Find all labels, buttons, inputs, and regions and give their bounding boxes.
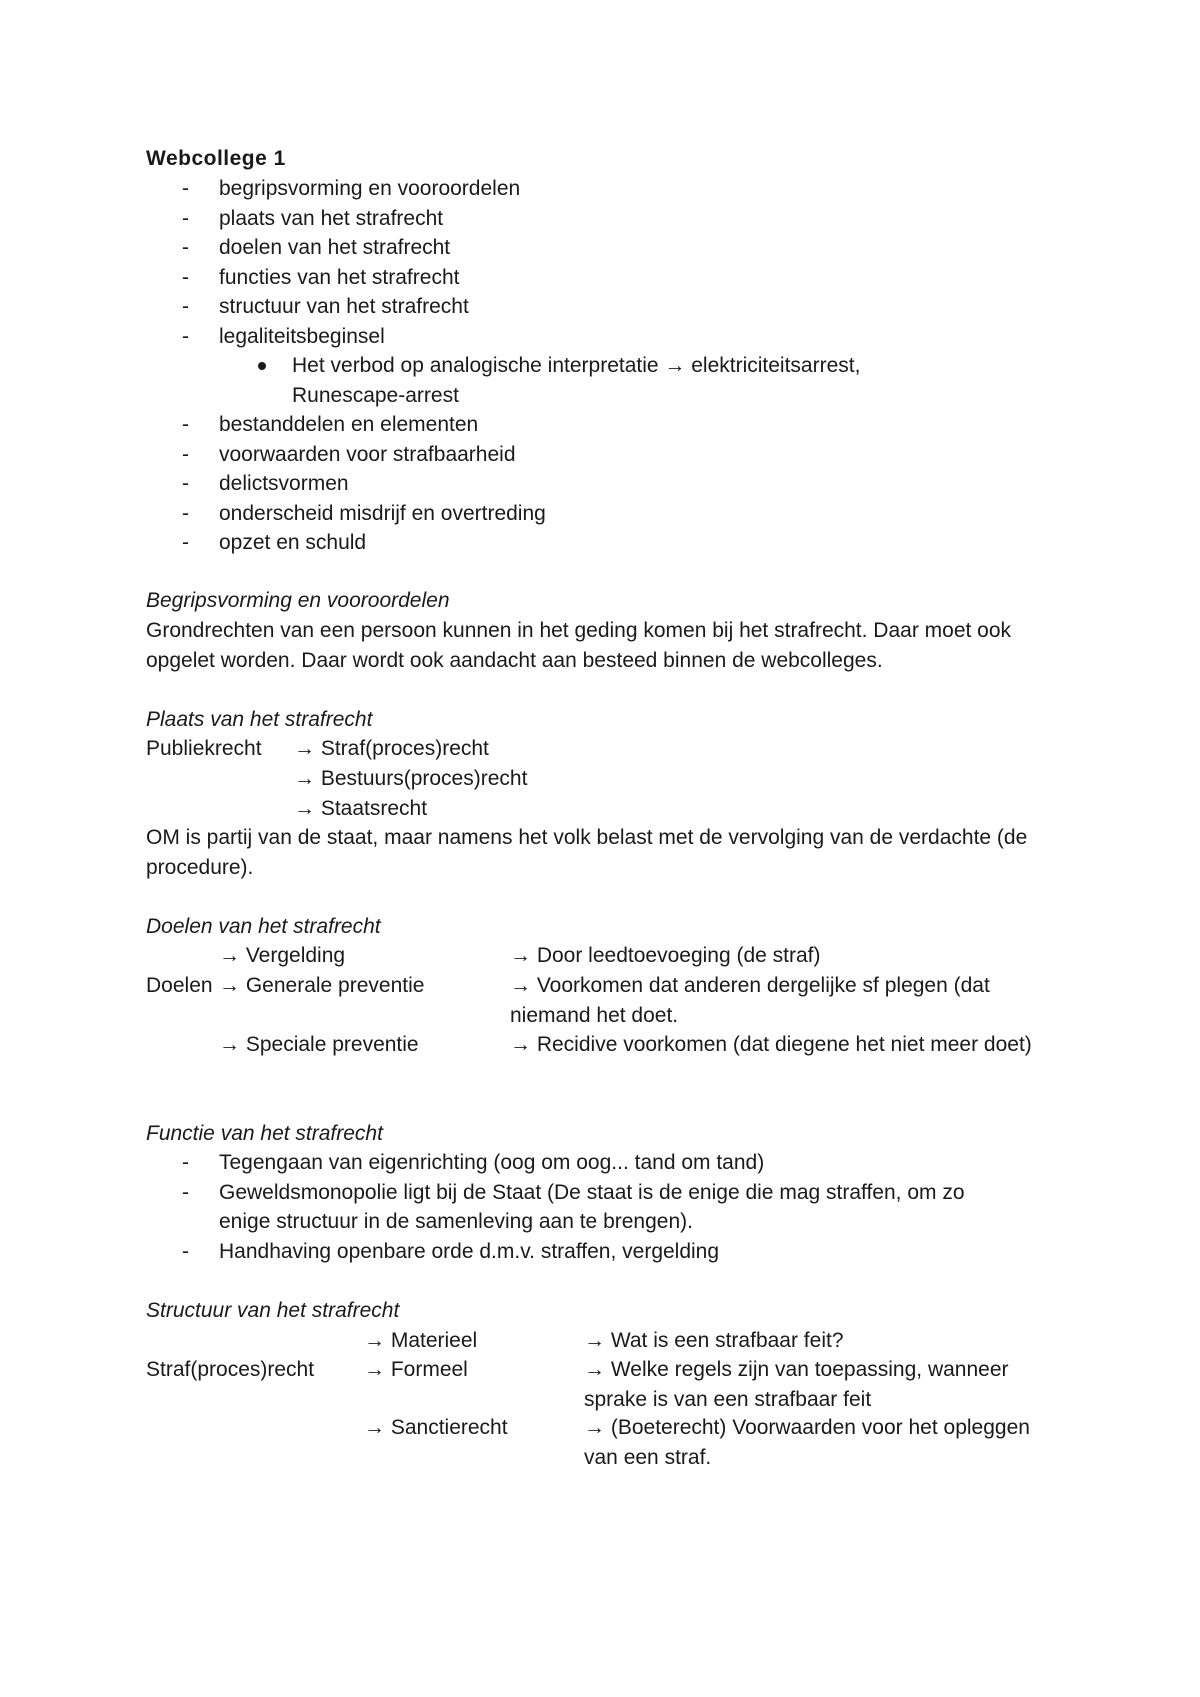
dash-marker: - [182, 236, 189, 259]
list-item: - onderscheid misdrijf en overtreding [146, 499, 1046, 529]
dash-marker: - [182, 472, 189, 495]
structuur-right: → Wat is een strafbaar feit? [584, 1329, 844, 1352]
label-doelen: Doelen [146, 974, 213, 997]
plaats-item: → Bestuurs(proces)recht [294, 767, 528, 790]
list-item: - Tegengaan van eigenrichting (oog om oog... tand om tand) [146, 1148, 1066, 1178]
topic-list [146, 174, 1046, 558]
dash-marker: - [182, 206, 189, 230]
list-item: - opzet en schuld [146, 528, 1046, 558]
list-item: - delictsvormen [146, 469, 1046, 499]
section-heading-begripsvorming: Begripsvorming en vooroordelen [146, 589, 450, 612]
dash-marker: - [182, 413, 189, 436]
dash-marker: - [182, 531, 189, 554]
dash-marker: - [182, 295, 189, 318]
list-item: - begripsvorming en vooroordelen [146, 174, 1046, 204]
doelen-left: → Speciale preventie [219, 1033, 419, 1056]
dash-marker: - [182, 442, 189, 466]
plaats-item: → Staatsrecht [294, 797, 428, 820]
dash-marker: - [182, 324, 189, 348]
list-item: - doelen van het strafrecht [146, 233, 1046, 263]
list-item: - bestanddelen en elementen [146, 410, 1046, 440]
dash-marker: - [182, 1239, 189, 1263]
structuur-right: → (Boeterecht) Voorwaarden voor het opleggen van een straf. [584, 1416, 1030, 1469]
dash-marker: - [182, 177, 189, 200]
structuur-right: → Welke regels zijn van toepassing, wanneer sprake is van een strafbaar feit [584, 1358, 1009, 1411]
plaats-item: → Straf(proces)recht [294, 737, 489, 760]
dash-marker: - [182, 1151, 189, 1174]
list-item: - functies van het strafrecht [146, 263, 1046, 293]
label-strafprocesrecht: Straf(proces)recht [146, 1358, 315, 1381]
doelen-right: → Voorkomen dat anderen dergelijke sf plegen (dat niemand het doet. [510, 974, 990, 1027]
functie-list [146, 1148, 1066, 1266]
doelen-right: → Recidive voorkomen (dat diegene het niet meer doet) [510, 1033, 1032, 1056]
section-heading-doelen: Doelen van het strafrecht [146, 915, 381, 938]
doelen-left: → Vergelding [219, 944, 346, 967]
document-title: Webcollege 1 [146, 147, 286, 170]
section-heading-structuur: Structuur van het strafrecht [146, 1299, 400, 1322]
list-item: - plaats van het strafrecht [146, 204, 1046, 234]
label-publiekrecht: Publiekrecht [146, 737, 262, 760]
paragraph-begripsvorming: Grondrechten van een persoon kunnen in het geding komen bij het strafrecht. Daar moet ook opgelet worden. Daar wordt ook aandacht aan besteed binnen de webcolleges. [146, 619, 1012, 672]
dash-marker: - [182, 1180, 189, 1204]
dash-marker: - [182, 501, 189, 525]
structuur-left: → Sanctierecht [364, 1416, 508, 1439]
dash-marker: - [182, 265, 189, 289]
structuur-left: → Materieel [364, 1329, 478, 1352]
sub-list-item: Het verbod op analogische interpretatie → elektriciteitsarrest, Runescape-arrest [146, 351, 1046, 410]
structuur-left: → Formeel [364, 1358, 468, 1381]
section-heading-plaats: Plaats van het strafrecht [146, 708, 373, 731]
section-heading-functie: Functie van het strafrecht [146, 1122, 383, 1145]
doelen-left: → Generale preventie [219, 974, 425, 997]
list-item: - structuur van het strafrecht [146, 292, 1046, 322]
bullet-icon [258, 362, 266, 370]
list-item: - Handhaving openbare orde d.m.v. straffen, vergelding [146, 1237, 1066, 1267]
list-item: - Geweldsmonopolie ligt bij de Staat (De staat is de enige die mag straffen, om zo enige structuur in de samenleving aan te brengen). [146, 1178, 1066, 1237]
list-item: - voorwaarden voor strafbaarheid [146, 440, 1046, 470]
doelen-right: → Door leedtoevoeging (de straf) [510, 944, 821, 967]
paragraph-plaats: OM is partij van de staat, maar namens het volk belast met de vervolging van de verdachte (de procedure). [146, 826, 1028, 879]
list-item: - legaliteitsbeginsel [146, 322, 1046, 352]
